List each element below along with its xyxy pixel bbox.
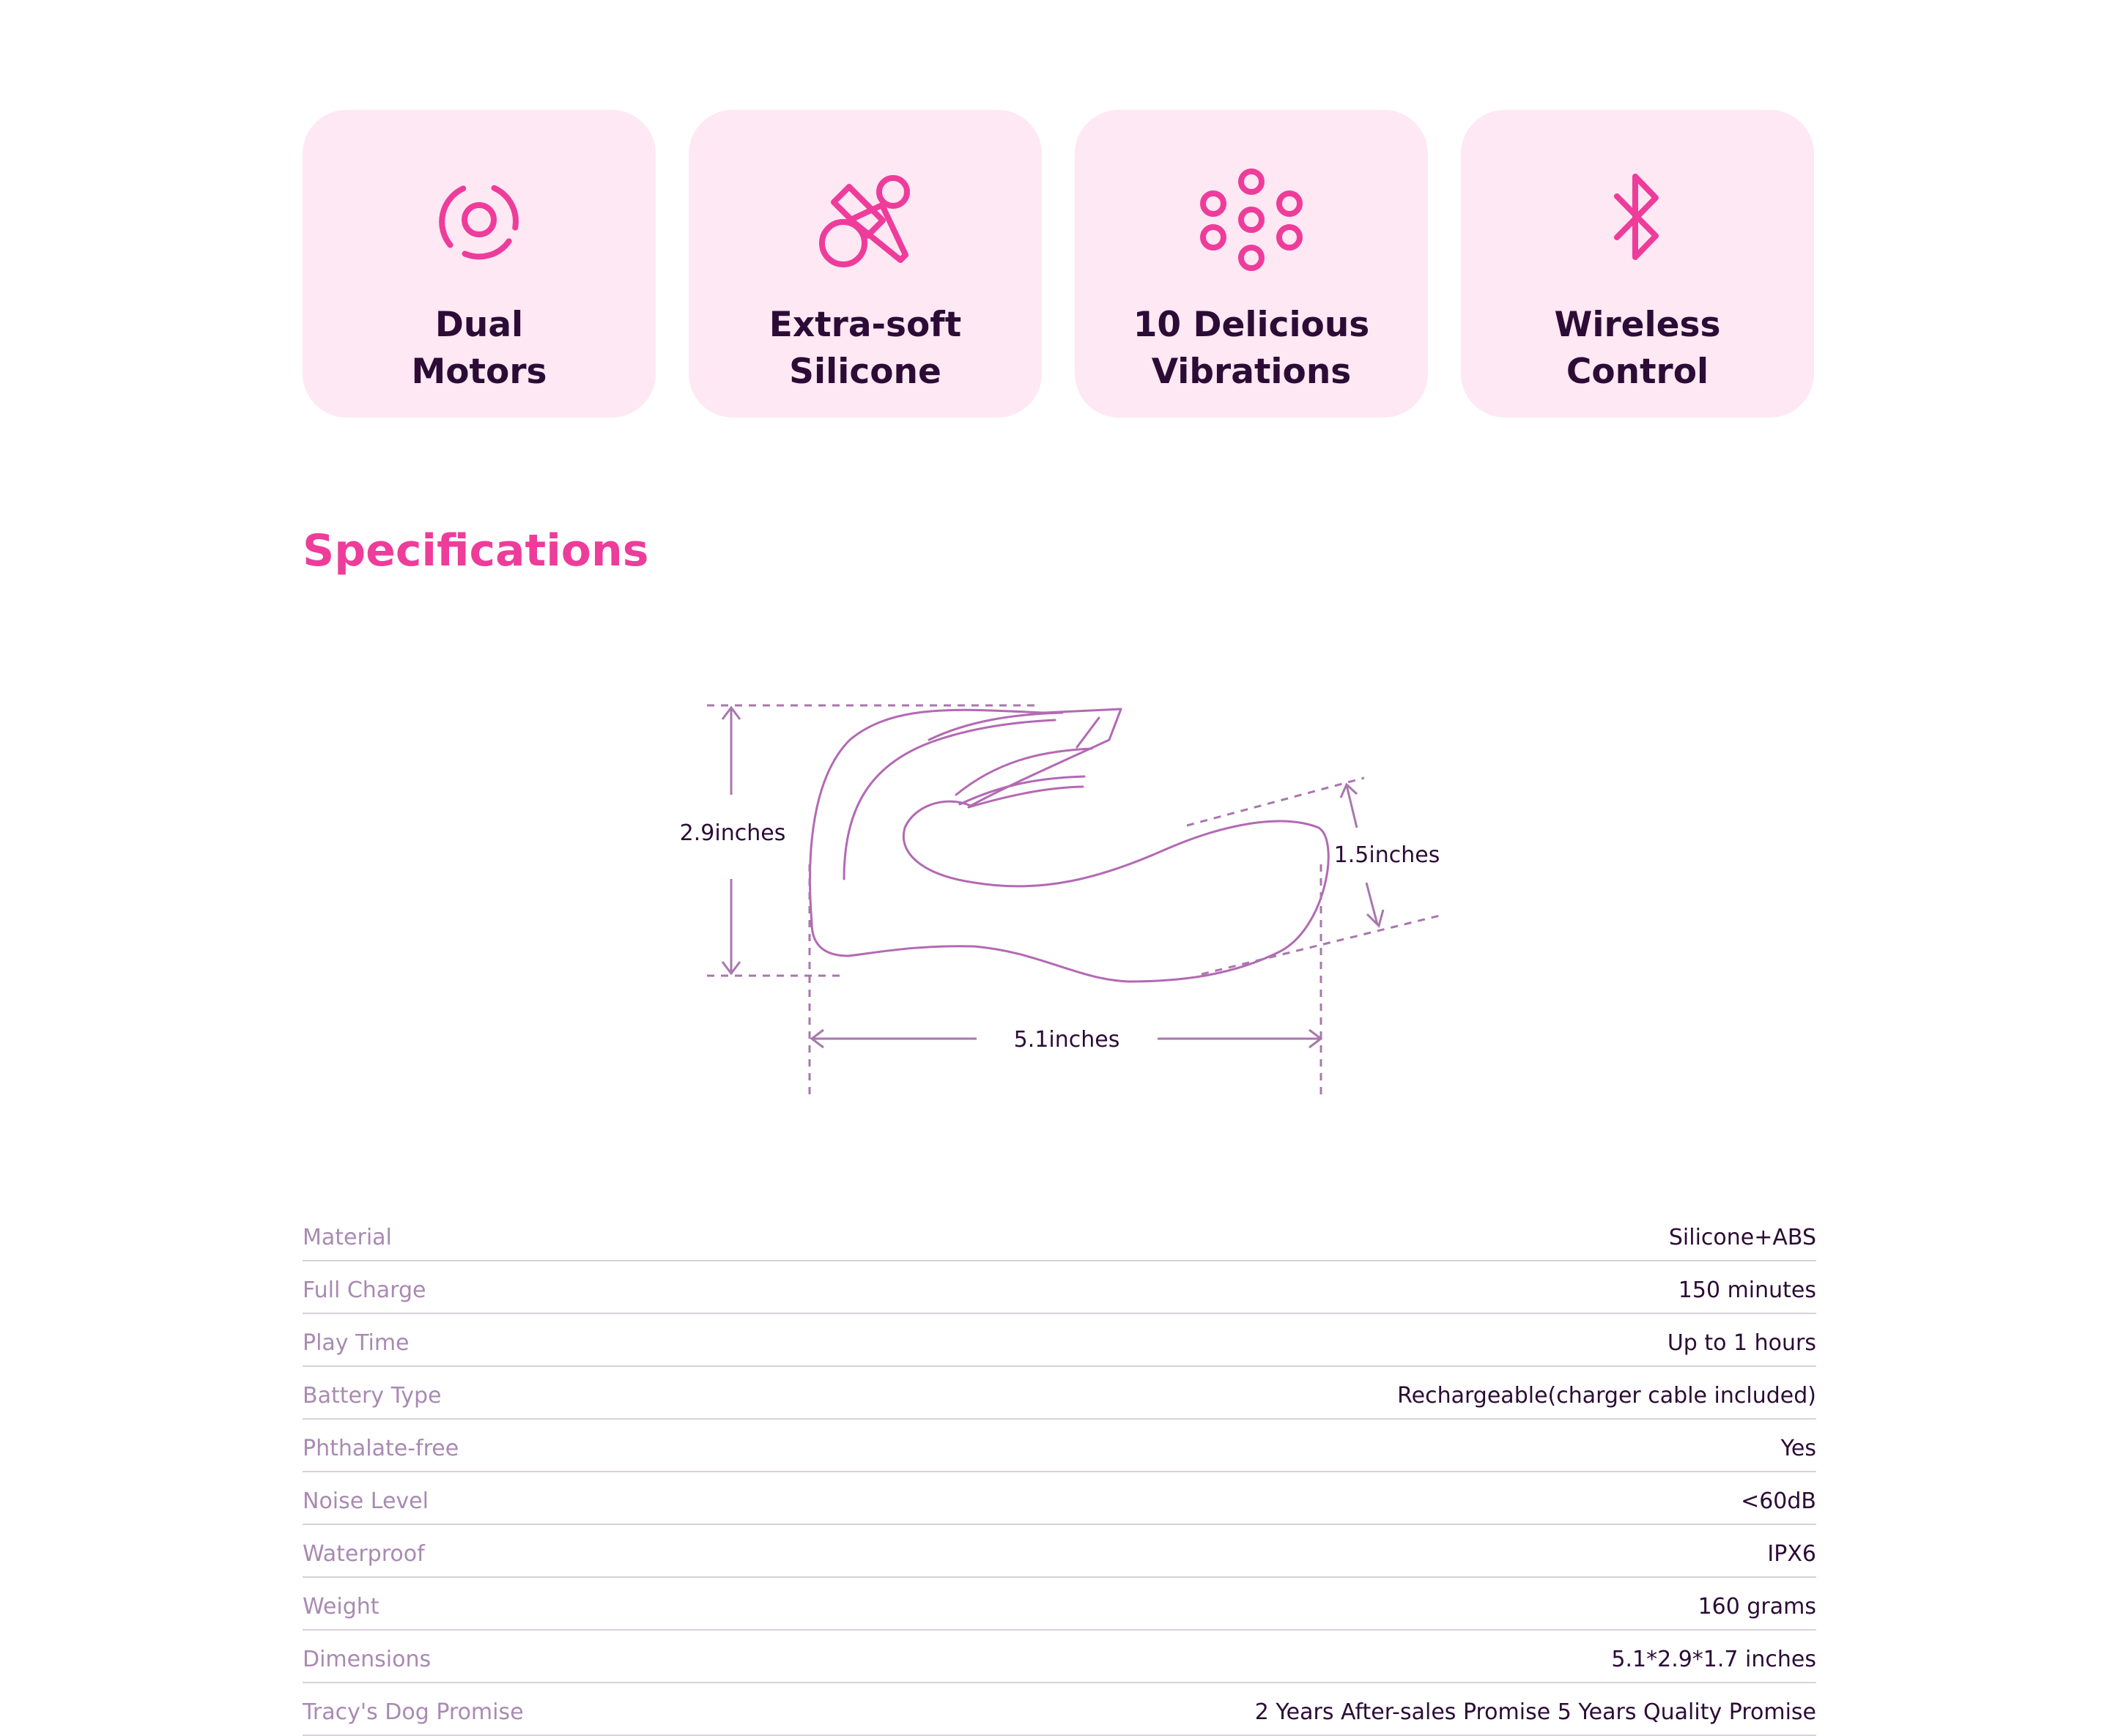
- feature-card-dual-motors: [303, 110, 656, 418]
- feature-label: Wireless Control: [1554, 305, 1721, 392]
- spec-value: IPX6: [1767, 1541, 1816, 1567]
- spec-value: Rechargeable(charger cable included): [1397, 1383, 1816, 1409]
- spec-key: Waterproof: [303, 1541, 425, 1567]
- feature-label: Extra-soft Silicone: [769, 305, 962, 392]
- height-dimension-label: 2.9inches: [679, 820, 786, 846]
- feature-cards: [303, 110, 1815, 418]
- spec-row-promise: [303, 1683, 1816, 1736]
- spec-key: Dimensions: [303, 1647, 432, 1672]
- spec-value: 160 grams: [1698, 1594, 1816, 1620]
- specifications-title: Specifications: [303, 525, 649, 576]
- spec-row-phthalate-free: [303, 1420, 1816, 1472]
- spec-value: Yes: [1780, 1436, 1816, 1461]
- spec-row-play-time: [303, 1314, 1816, 1367]
- pacifier-icon: [807, 161, 924, 278]
- depth-dimension-label: 1.5inches: [1333, 842, 1440, 868]
- bluetooth-icon: [1579, 161, 1696, 278]
- feature-card-vibrations: [1075, 110, 1428, 418]
- feature-label: Dual Motors: [411, 305, 547, 392]
- spec-key: Weight: [303, 1594, 380, 1620]
- width-dimension-label: 5.1inches: [1013, 1027, 1120, 1053]
- spec-key: Noise Level: [303, 1488, 429, 1514]
- feature-card-silicone: [689, 110, 1042, 418]
- specifications-table: [303, 1209, 1816, 1736]
- spec-key: Material: [303, 1225, 392, 1250]
- spec-value: 2 Years After-sales Promise 5 Years Quality Promise: [1254, 1699, 1816, 1725]
- spec-value: Up to 1 hours: [1667, 1330, 1816, 1356]
- spec-row-weight: [303, 1578, 1816, 1631]
- spec-row-noise-level: [303, 1472, 1816, 1525]
- spec-key: Phthalate-free: [303, 1436, 459, 1461]
- spec-row-waterproof: [303, 1525, 1816, 1578]
- feature-card-wireless: [1461, 110, 1814, 418]
- dual-motors-icon: [421, 161, 538, 278]
- spec-key: Battery Type: [303, 1383, 442, 1409]
- spec-key: Play Time: [303, 1330, 410, 1356]
- spec-value: <60dB: [1741, 1488, 1816, 1514]
- spec-row-battery-type: [303, 1367, 1816, 1420]
- vibration-dots-icon: [1193, 161, 1310, 278]
- spec-key: Full Charge: [303, 1277, 426, 1303]
- spec-key: Tracy's Dog Promise: [303, 1699, 524, 1725]
- feature-label: 10 Delicious Vibrations: [1133, 305, 1370, 392]
- spec-value: 150 minutes: [1678, 1277, 1816, 1303]
- spec-row-dimensions: [303, 1631, 1816, 1683]
- dimension-guides: [707, 705, 1440, 1099]
- spec-value: 5.1*2.9*1.7 inches: [1611, 1647, 1816, 1672]
- spec-row-material: [303, 1209, 1816, 1261]
- spec-value: Silicone+ABS: [1668, 1225, 1816, 1250]
- spec-row-full-charge: [303, 1261, 1816, 1314]
- product-outline: [810, 709, 1329, 982]
